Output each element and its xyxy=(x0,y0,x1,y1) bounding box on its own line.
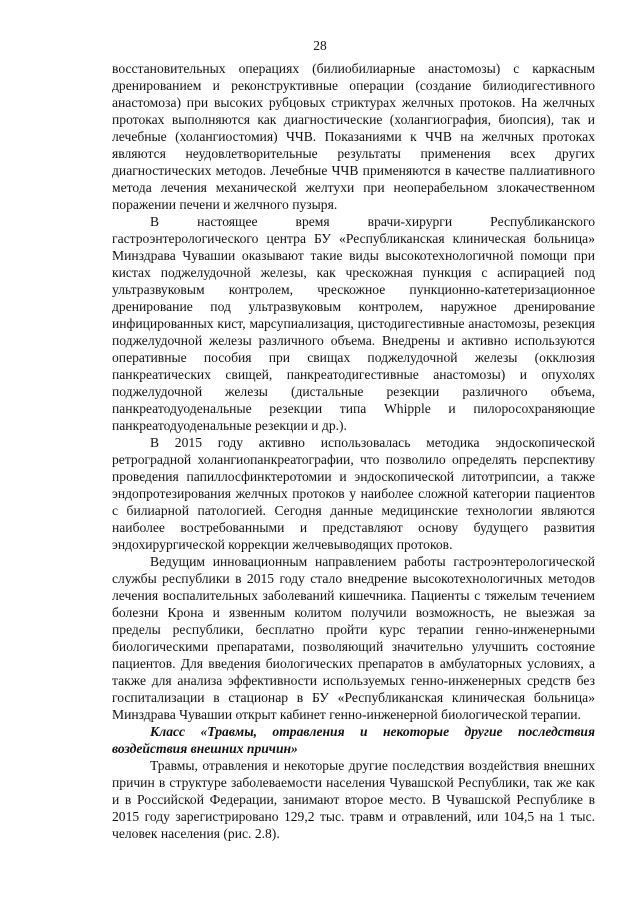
body-text xyxy=(112,60,595,842)
paragraph-ibd-therapy: Ведущим инновационным направлением работы гастроэнтерологической службы республики в 2015 году стало внедрение высокотехнологичных методов лечения воспалительных заболеваний кишечника. Пациенты с тяжелым течением болезни Крона и язвенным колитом получили возможность, не выезжая за пределы республики, бесплатно пройти курс терапии генно-инженерными биологическими препаратами, позволяющий значительно улучшить состояние пациентов. Для введения биологических препаратов в амбулаторных условиях, а также для анализа эффективности используемых генно-инженерных средств без госпитализации в стационар в БУ «Республиканская клиническая больница» Минздрава Чувашии открыт кабинет генно-инженерной биологической терапии. xyxy=(112,554,595,722)
section-heading: Класс «Травмы, отравления и некоторые другие последствия воздействия внешних причин» xyxy=(112,724,595,756)
paragraph-continuation: восстановительных операциях (билиобилиарные анастомозы) с каркасным дренированием и реконструктивные операции (создание билиодигестивного анастомоза) при высоких рубцовых стриктурах желчных протоков. На желчных протоках выполняются как диагностические (холангиография, биопсия), так и лечебные (холангиостомия) ЧЧВ. Показаниями к ЧЧВ на желчных протоках являются неудовлетворительные результаты применения всех других диагностических методов. Лечебные ЧЧВ применяются в качестве паллиативного метода лечения механической желтухи при неоперабельном злокачественном поражении печени и желчного пузыря. xyxy=(112,61,595,212)
paragraph-pancreas-care: В настоящее время врачи-хирурги Республиканского гастроэнтерологического центра БУ «Республиканская клиническая больница» Минздрава Чувашии оказывают такие виды высокотехнологичной помощи при кистах поджелудочной железы, как чрескожная пункция с аспирацией под ультразвуковым контролем, чрескожное пункционно-катетеризационное дренирование под ультразвуковым контролем, наружное дренирование инфицированных кист, марсупиализация, цистодигестивные анастомозы, резекция поджелудочной железы различного объема. Внедрены и активно используются оперативные пособия при свищах поджелудочной железы (окклюзия панкреатических свищей, панкреатодигестивные анастомозы) и опухолях поджелудочной железы (дистальные резекции различного объема, панкреатодуоденальные резекции типа Whipple и пилоросохраняющие панкреатодуоденальные резекции и др.). xyxy=(112,214,595,433)
paragraph-ercp: В 2015 году активно использовалась методика эндоскопической ретроградной холангиопанкреатографии, что позволило определять перспективу проведения папиллосфинктеротомии и эндоскопической литотрипсии, а также эндопротезирования желчных протоков у наиболее сложной категории пациентов с билиарной патологией. Сегодня данные медицинские технологии являются наиболее востребованными и представляют основу будущего развития эндохирургической коррекции желчевыводящих протоков. xyxy=(112,435,595,552)
page-number: 28 xyxy=(313,38,327,53)
paragraph-injuries: Травмы, отравления и некоторые другие последствия воздействия внешних причин в структуре заболеваемости населения Чувашской Республики, так же как и в Российской Федерации, занимают второе место. В Чувашской Республике в 2015 году зарегистрировано 129,2 тыс. травм и отравлений, или 104,5 на 1 тыс. человек населения (рис. 2.8). xyxy=(112,758,595,841)
